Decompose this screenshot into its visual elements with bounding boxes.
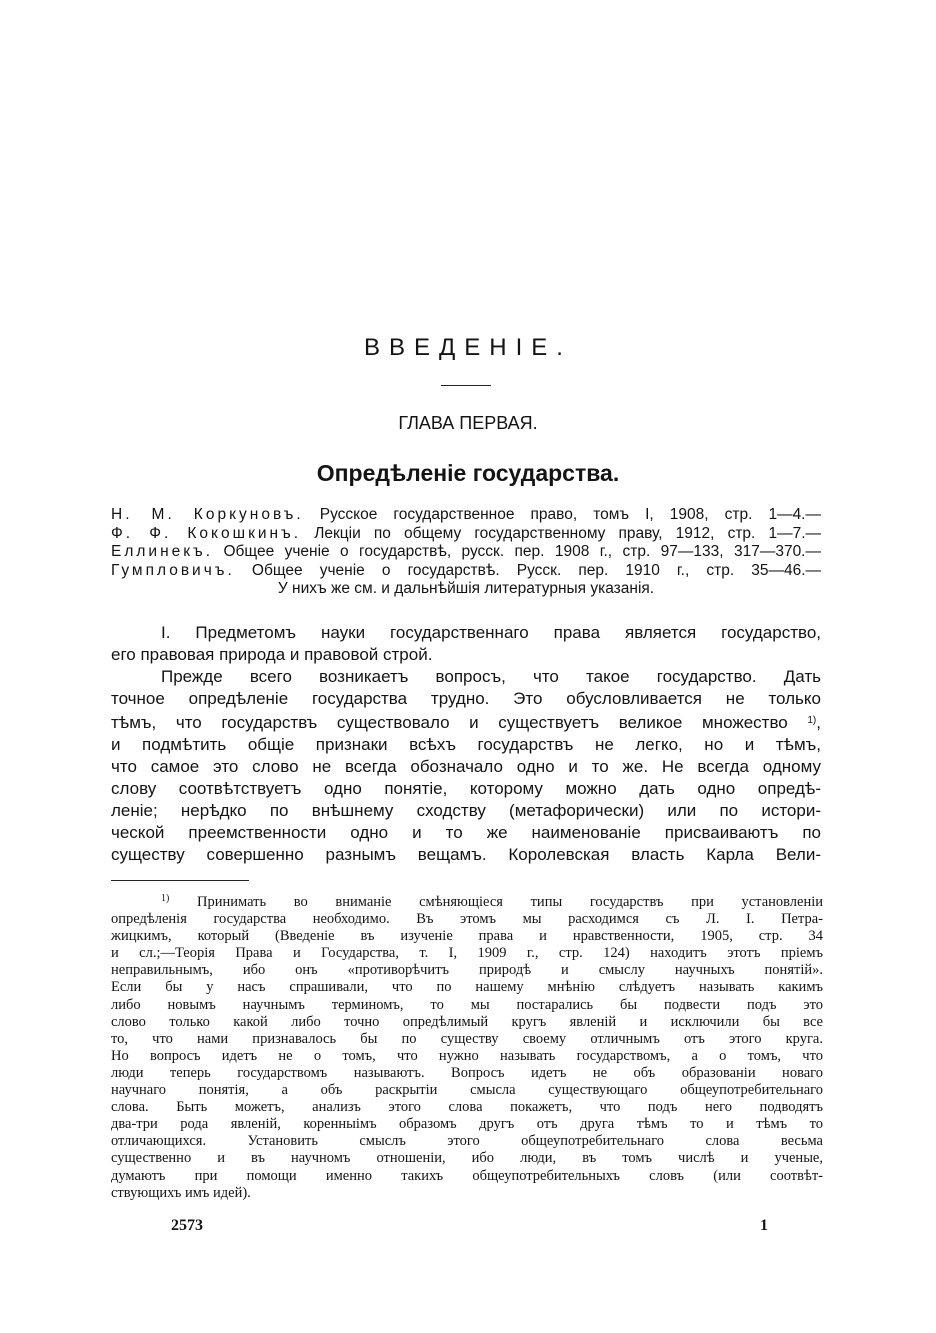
bibliography-text: Общее ученіе о государствѣ, русск. пер. 1908 г., стр. 97—133, 317—370.— xyxy=(223,543,821,560)
bibliography xyxy=(111,506,821,599)
text-segment: , xyxy=(816,713,821,732)
bibliography-text: Русское государственное право, томъ I, 1908, стр. 1—4.— xyxy=(319,506,821,523)
footnote-line xyxy=(111,890,823,911)
footnote-reference[interactable]: 1) xyxy=(807,715,817,726)
text-line: слову соотвѣтствуетъ одно понятіе, которому можно дать одно опредѣ- xyxy=(111,779,821,798)
paragraph xyxy=(111,666,821,866)
footnote-line: люди теперь государствомъ называютъ. Вопросъ идетъ не объ образованіи новаго xyxy=(111,1064,823,1081)
footnote-line: думаютъ при помощи именно такихъ общеупотребительныхъ словъ (или соотвѣт- xyxy=(111,1167,823,1184)
bibliography-note xyxy=(111,580,821,599)
footnote-marker: 1) xyxy=(161,893,170,904)
title-divider xyxy=(441,385,491,386)
page-number: 1 xyxy=(760,1217,768,1234)
text-line: Прежде всего возникаетъ вопросъ, что такое государство. Дать xyxy=(161,667,821,686)
footnote-line: слово только какой либо точно опредѣлимый кругъ явленій и исключили бы все xyxy=(111,1013,823,1030)
bibliography-entry xyxy=(111,562,821,581)
paragraph xyxy=(111,622,821,666)
footnote-text: Принимать во вниманіе смѣняющіеся типы государствъ при установленіи xyxy=(197,894,824,910)
footnote-line: либо новымъ научнымъ терминомъ, то мы постарались бы подвести подъ это xyxy=(111,996,823,1013)
footnote-line: то, что нами признавалось бы по существу своему отличнымъ отъ этого круга. xyxy=(111,1030,823,1047)
bibliography-entry xyxy=(111,525,821,544)
main-text xyxy=(111,622,821,866)
text-line: ческой преемственности одно и то же наименованіе присваиваютъ по xyxy=(111,823,821,842)
text-line: леніе; нерѣдко по внѣшнему сходству (метафорически) или по истори- xyxy=(111,801,821,820)
bibliography-entry xyxy=(111,506,821,525)
footnote-line: ствующихъ имъ идей). xyxy=(111,1184,251,1201)
footnote-line: два-три рода явленій, коренныімъ образомъ другъ отъ друга тѣмъ то и тѣмъ то xyxy=(111,1116,823,1133)
section-heading: Опредѣленіе государства. xyxy=(316,460,620,486)
bibliography-author: Н. М. Коркуновъ. xyxy=(111,506,304,523)
footnote-line: и сл.;—Теорія Права и Государства, т. I, 1909 г., стр. 124) находитъ этотъ пріемъ xyxy=(111,945,823,962)
text-line: его правовая природа и правовой строй. xyxy=(111,645,433,664)
bibliography-entry xyxy=(111,543,821,562)
footnote-line: существенно и въ научномъ отношеніи, ибо люди, въ томъ числѣ и ученые, xyxy=(111,1150,823,1167)
bibliography-author: Еллинекъ. xyxy=(111,543,214,560)
text-line: I. Предметомъ науки государственнаго права является государство, xyxy=(161,623,821,642)
chapter-heading: ГЛАВА ПЕРВАЯ. xyxy=(398,413,538,433)
text-line xyxy=(111,710,821,734)
text-line: что самое это слово не всегда обозначало одно и то же. Не всегда одному xyxy=(111,757,821,776)
footnote-line: неправильнымъ, ибо онъ «противорѣчитъ природѣ и смыслу научныхъ понятій». xyxy=(111,962,823,979)
footnote xyxy=(111,890,823,1202)
footnote-divider xyxy=(111,880,249,881)
footnote-line: Если бы у насъ спрашивали, что по нашему мнѣнію слѣдуетъ называть какимъ xyxy=(111,979,823,996)
footnote-line: слова. Быть можетъ, анализъ этого слова покажетъ, что подъ него подводятъ xyxy=(111,1099,823,1116)
footnote-line: жицкимъ, который (Введеніе въ изученіе права и нравственности, 1905, стр. 34 xyxy=(111,928,823,945)
printer-signature: 2573 xyxy=(171,1217,203,1234)
text-line: и подмѣтить общіе признаки всѣхъ государствъ не легко, но и тѣмъ, xyxy=(111,735,821,754)
footnote-line: Но вопросъ идетъ не о томъ, что нужно называть государствомъ, а о томъ, что xyxy=(111,1047,823,1064)
bibliography-text: Лекціи по общему государственному праву, 1912, стр. 1—7.— xyxy=(314,524,822,542)
bibliography-text: У нихъ же см. и дальнѣйшія литературныя указанія. xyxy=(277,580,655,597)
text-line: существу совершенно разнымъ вещамъ. Королевская власть Карла Вели- xyxy=(111,845,821,864)
footnote-line: научнаго понятія, а объ раскрытіи смысла существующаго общеупотребительнаго xyxy=(111,1082,823,1099)
bibliography-author: Гумпловичъ. xyxy=(111,561,235,579)
footnote-line: опредѣленія государства необходимо. Въ этомъ мы расходимся съ Л. I. Петра- xyxy=(111,911,823,928)
footnote-line: отличающихся. Установить смыслъ этого общеупотребительнаго слова весьма xyxy=(111,1133,823,1150)
text-line: точное опредѣленіе государства трудно. Это обусловливается не только xyxy=(111,689,821,708)
bibliography-text: Общее ученіе о государствѣ. Русск. пер. 1910 г., стр. 35—46.— xyxy=(251,561,822,579)
text-segment: тѣмъ, что государствъ существовало и существуетъ великое множество xyxy=(111,713,788,732)
bibliography-author: Ф. Ф. Кокошкинъ. xyxy=(111,524,302,542)
page-title: ВВЕДЕНIЕ. xyxy=(364,334,572,361)
